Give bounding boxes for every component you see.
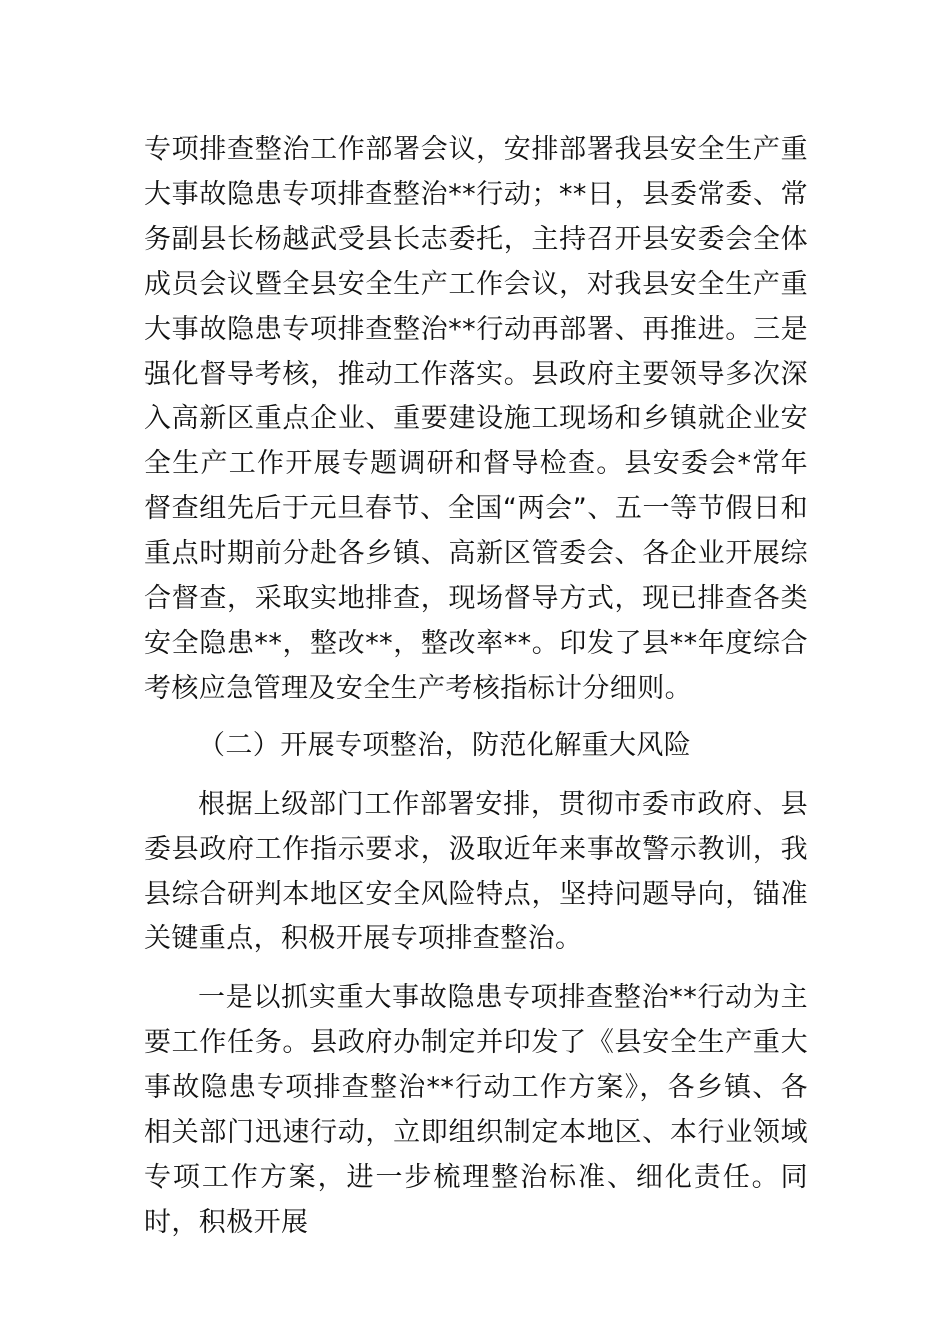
paragraph-continued: 专项排查整治工作部署会议，安排部署我县安全生产重大事故隐患专项排查整治**行动；**日，县委常委、常务副县长杨越武受县长志委托，主持召开县安委会全体成员会议暨全县安全生产工作会议，对我县安全生产重大事故隐患专项排查整治**行动再部署、再推进。三是强化督导考核，推动工作落实。县政府主要领导多次深入高新区重点企业、重要建设施工现场和乡镇就企业安全生产工作开展专题调研和督导检查。县安委会*常年督查组先后于元旦春节、全国“两会”、五一等节假日和重点时期前分赴各乡镇、高新区管委会、各企业开展综合督查，采取实地排查，现场督导方式，现已排查各类安全隐患**，整改**，整改率**。印发了县**年度综合考核应急管理及安全生产考核指标计分细则。 xyxy=(144,134,808,704)
paragraph: 一是以抓实重大事故隐患专项排查整治**行动为主要工作任务。县政府办制定并印发了《县安全生产重大事故隐患专项排查整治**行动工作方案》，各乡镇、各相关部门迅速行动，立即组织制定本地区、本行业领域专项工作方案，进一步梳理整治标准、细化责任。同时，积极开展 xyxy=(144,982,808,1238)
document-page xyxy=(144,128,808,1260)
section-heading: （二）开展专项整治，防范化解重大风险 xyxy=(198,729,692,761)
paragraph: 根据上级部门工作部署安排，贯彻市委市政府、县委县政府工作指示要求，汲取近年来事故警示教训，我县综合研判本地区安全风险特点，坚持问题导向，锚准关键重点，积极开展专项排查整治。 xyxy=(144,788,808,955)
